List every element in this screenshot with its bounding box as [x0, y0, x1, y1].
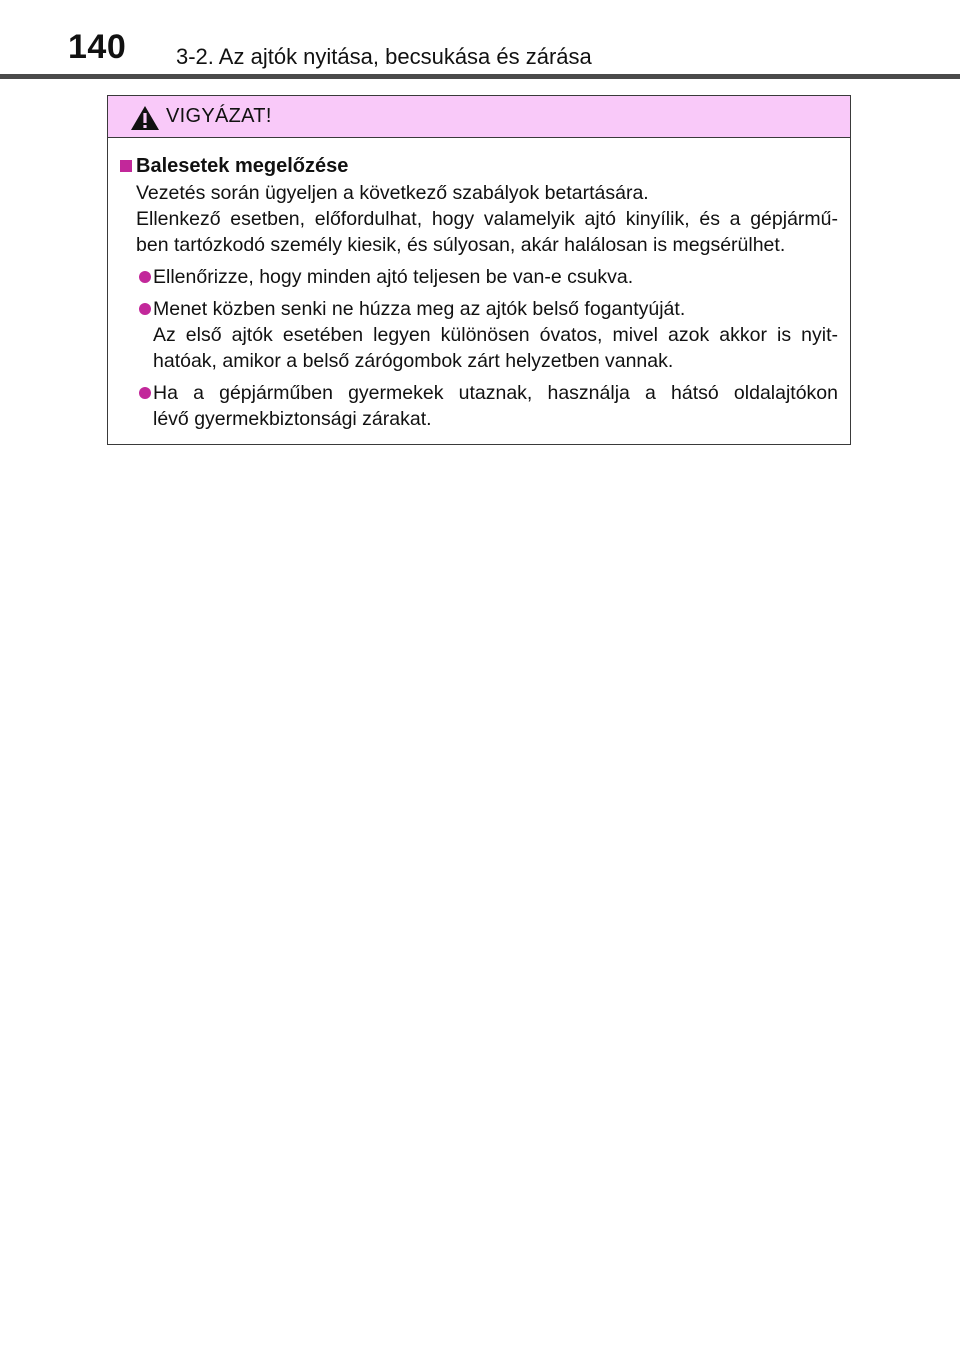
- warning-box: [107, 95, 851, 445]
- round-bullet-icon: [139, 271, 151, 283]
- warning-header: [108, 96, 850, 138]
- list-item-line: lévő gyermekbiztonsági zárakat.: [153, 408, 432, 430]
- list-item: [120, 296, 838, 374]
- warning-label: VIGYÁZAT!: [166, 105, 272, 127]
- list-item-line: Ha a gépjárműben gyermekek utaznak, használja a hátsó oldalajtókon: [153, 382, 838, 404]
- intro-line: Vezetés során ügyeljen a következő szabályok betartására.: [136, 182, 649, 204]
- page-number: 140: [68, 28, 127, 66]
- page-header: [0, 0, 960, 80]
- section-title: 3-2. Az ajtók nyitása, becsukása és zárása: [176, 44, 592, 69]
- header-rule: [0, 74, 960, 79]
- list-item-line: Az első ajtók esetében legyen különösen óvatos, mivel azok akkor is nyit-: [153, 324, 838, 346]
- section-heading: [120, 154, 838, 178]
- bullet-list: [120, 264, 838, 432]
- list-item: [120, 380, 838, 432]
- list-item: [120, 264, 838, 290]
- list-item-line: hatóak, amikor a belső zárógombok zárt helyzetben vannak.: [153, 350, 674, 372]
- intro-paragraph: [120, 180, 838, 258]
- round-bullet-icon: [139, 387, 151, 399]
- intro-line: ben tartózkodó személy kiesik, és súlyosan, akár halálosan is megsérülhet.: [136, 234, 786, 256]
- list-item-line: Ellenőrizze, hogy minden ajtó teljesen be van-e csukva.: [153, 266, 634, 288]
- round-bullet-icon: [139, 303, 151, 315]
- square-bullet-icon: [120, 160, 132, 172]
- list-item-line: Menet közben senki ne húzza meg az ajtók belső fogantyúját.: [153, 298, 686, 320]
- warning-body: [108, 138, 850, 432]
- intro-line: Ellenkező esetben, előfordulhat, hogy valamelyik ajtó kinyílik, és a gépjármű-: [136, 208, 838, 230]
- section-heading-text: Balesetek megelőzése: [136, 155, 349, 177]
- warning-triangle-icon: [130, 105, 160, 131]
